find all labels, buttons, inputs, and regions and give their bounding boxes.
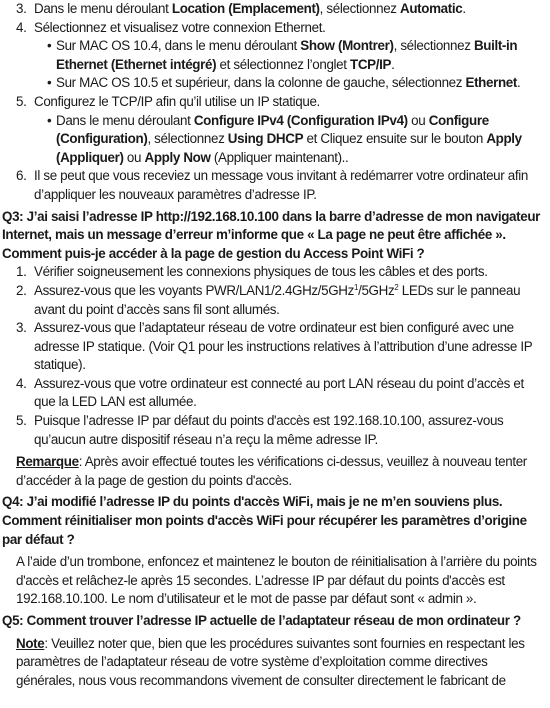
bullet-text: Sur MAC OS 10.4, dans le menu déroulant Show (Montrer), sélectionnez Built-in Ethernet (Ethernet intégré) et sélectionnez l’onglet TCP/IP. bbox=[56, 38, 518, 72]
note-text: : Veuillez noter que, bien que les procédures suivantes sont fournies en respectant les paramètres de l’adaptateur réseau de votre système d’exploitation comme directives générales, nous vous recommandons vivement de consulter directement le fabricant de bbox=[16, 635, 525, 688]
q3-item bbox=[2, 282, 546, 319]
step-text: Configurez le TCP/IP afin qu’il utilise un IP statique. bbox=[34, 93, 320, 109]
question-q4-heading: Q4: J’ai modifié l’adresse IP du points d'accès WiFi, mais je ne m’en souviens plus. Comment réinitialiser mon points d'accès WiFi pour récupérer les paramètres d’origine par défaut ? bbox=[2, 494, 527, 547]
step-4 bbox=[2, 19, 546, 38]
bullet-icon: • bbox=[47, 112, 52, 128]
step-number: 3. bbox=[16, 1, 27, 16]
step-text: Dans le menu déroulant Location (Emplacement), sélectionnez Automatic. bbox=[34, 1, 466, 16]
remark-text: : Après avoir effectué toutes les vérifications ci-dessus, veuillez à nouveau tenter d’accéder à la page de gestion du points d'accès. bbox=[16, 454, 527, 488]
item-text: Vérifier soigneusement les connexions physiques de tous les câbles et des ports. bbox=[34, 264, 488, 280]
q3-item bbox=[2, 319, 546, 375]
bullet-mac-os-10-4 bbox=[47, 37, 546, 74]
bullet-icon: • bbox=[47, 75, 52, 91]
q3-item bbox=[2, 263, 546, 282]
q3-remark bbox=[16, 453, 546, 490]
step-text: Sélectionnez et visualisez votre connexion Ethernet. bbox=[34, 19, 326, 35]
note-label: Note bbox=[16, 635, 45, 651]
step-text: Il se peut que vous receviez un message vous invitant à redémarrer votre ordinateur afin d’appliquer les nouveaux paramètres d’adresse IP. bbox=[34, 168, 528, 202]
step-number: 4. bbox=[16, 19, 27, 35]
step-5 bbox=[2, 93, 546, 112]
q4-answer: A l’aide d’un trombone, enfoncez et maintenez le bouton de réinitialisation à l’arrière du points d'accès et relâchez-le après 15 secondes. L’adresse IP par défaut du points d'accès est 192.168.10.100. Le nom d’utilisateur et le mot de passe par défaut sont « admin ». bbox=[16, 554, 537, 607]
bullet-text: Sur MAC OS 10.5 et supérieur, dans la colonne de gauche, sélectionnez Ethernet. bbox=[56, 75, 521, 91]
question-q3-heading: Q3: J’ai saisi l’adresse IP http://192.168.10.100 dans la barre d’adresse de mon navigateur Internet, mais un message d’erreur m’informe que « La page ne peut être affichée ». Comment puis-je accéder à la page de gestion du Access Point WiFi ? bbox=[2, 208, 541, 261]
item-text: Assurez-vous que l’adaptateur réseau de votre ordinateur est bien configuré avec une adresse IP statique. (Voir Q1 pour les instructions relatives à l’attribution d’une adresse IP statique). bbox=[34, 320, 533, 373]
item-text: Assurez-vous que votre ordinateur est connecté au port LAN réseau du point d’accès et que la LED LAN est allumée. bbox=[34, 375, 524, 410]
step-3 bbox=[2, 0, 546, 19]
step-number: 6. bbox=[16, 168, 27, 184]
bullet-icon: • bbox=[47, 38, 52, 54]
q5-note bbox=[16, 635, 546, 691]
q3-item bbox=[2, 375, 546, 412]
step-number: 5. bbox=[16, 93, 27, 109]
item-number: 1. bbox=[16, 264, 27, 280]
q3-item bbox=[2, 412, 546, 449]
item-number: 5. bbox=[16, 413, 27, 429]
step-6 bbox=[2, 167, 546, 204]
bullet-configure-ipv4 bbox=[47, 112, 546, 168]
bullet-mac-os-10-5 bbox=[47, 74, 546, 93]
item-number: 2. bbox=[16, 282, 27, 298]
item-text: Puisque l’adresse IP par défaut du points d'accès est 192.168.10.100, assurez-vous qu’aucun autre dispositif réseau n’a reçu la même adresse IP. bbox=[34, 413, 504, 447]
item-number: 4. bbox=[16, 375, 27, 391]
item-text: Assurez-vous que les voyants PWR/LAN1/2.4GHz/5GHz$^1$/5GHz$^2$ LEDs sur le panneau avant du point d’accès sans fil sont allumés. bbox=[34, 282, 521, 317]
item-number: 3. bbox=[16, 320, 27, 336]
question-q5-heading: Q5: Comment trouver l’adresse IP actuelle de l’adaptateur réseau de mon ordinateur ? bbox=[2, 613, 521, 628]
bullet-text: Dans le menu déroulant Configure IPv4 (Configuration IPv4) ou Configure (Configuration), sélectionnez Using DHCP et Cliquez ensuite sur le bouton Apply (Appliquer) ou Apply Now (Appliquer maintenant).. bbox=[56, 112, 522, 165]
remark-label: Remarque bbox=[16, 454, 79, 470]
